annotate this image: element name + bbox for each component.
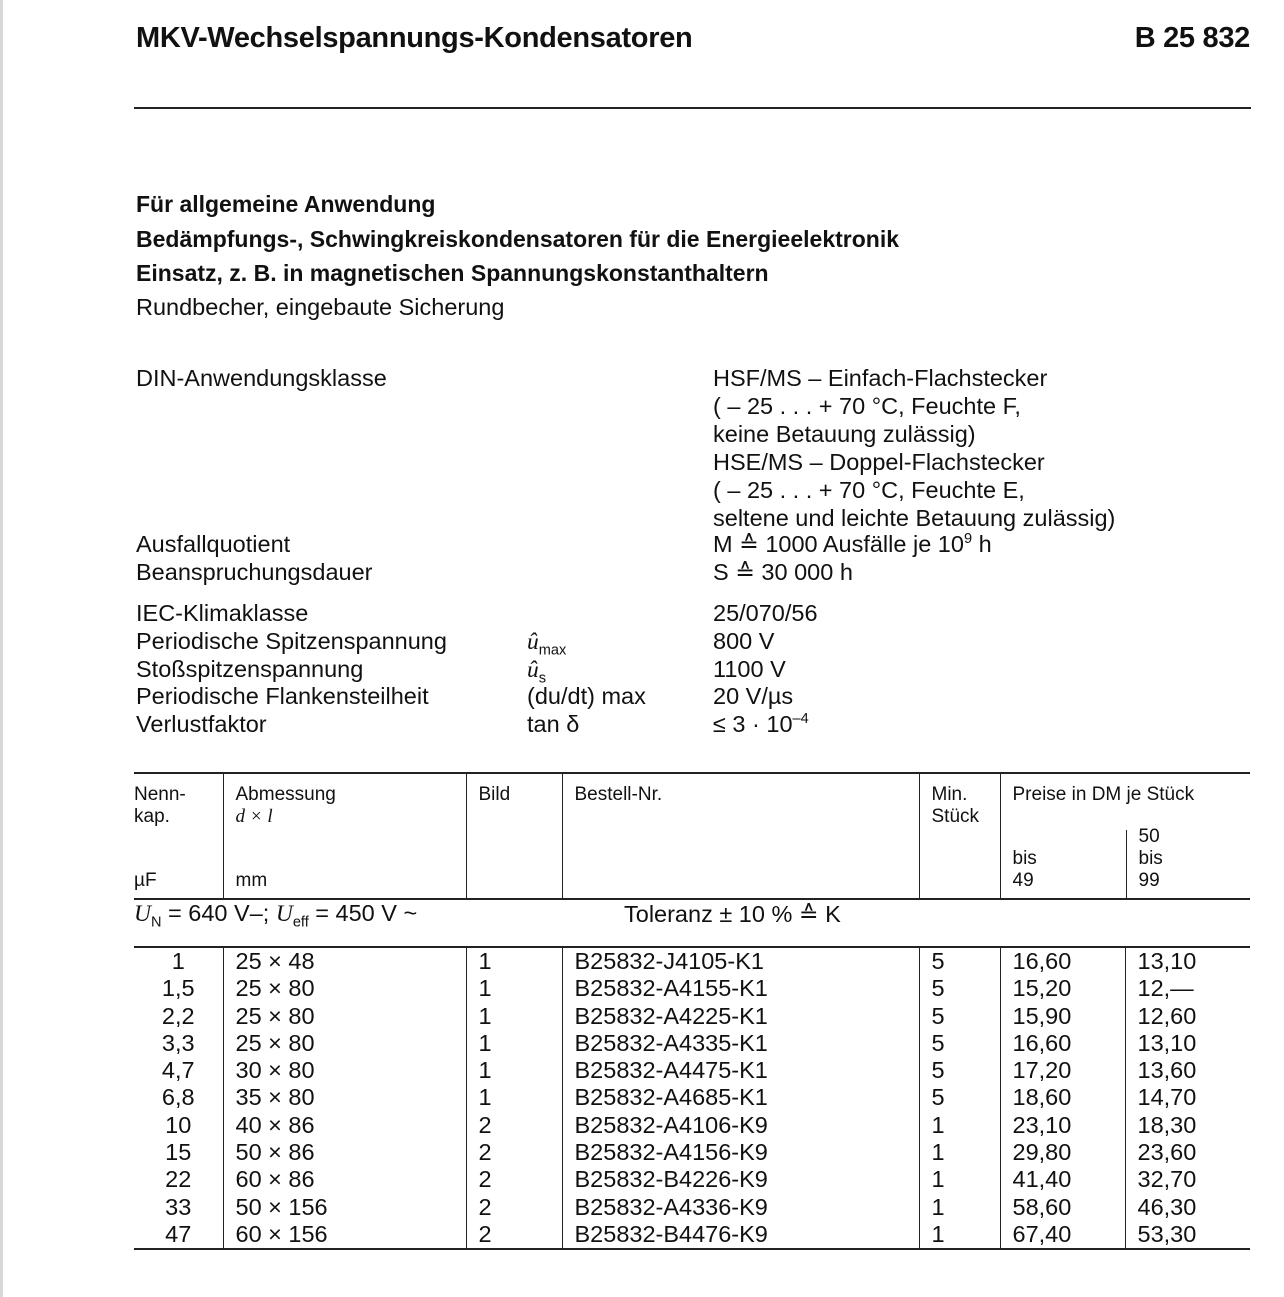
page-edge (0, 0, 3, 1297)
intro-line-4: Rundbecher, eingebaute Sicherung (136, 294, 505, 320)
cell-price-99: 23,60 (1125, 1139, 1250, 1166)
cell-cap: 22 (165, 1166, 192, 1193)
cell-min: 5 (919, 947, 1000, 975)
cell-dim: 60 × 86 (223, 1166, 466, 1193)
cell-cap: 4,7 (161, 1057, 195, 1084)
cell-min: 5 (919, 1030, 1000, 1057)
cell-bild: 2 (466, 1194, 562, 1221)
cell-min: 1 (919, 1139, 1000, 1166)
cell-bestell: B25832-A4685-K1 (562, 1084, 919, 1111)
cell-price-49: 15,90 (1000, 1003, 1125, 1030)
cell-bestell: B25832-A4336-K9 (562, 1194, 919, 1221)
cell-bild: 1 (466, 1084, 562, 1111)
table-row (134, 1139, 1250, 1166)
cell-price-49: 16,60 (1000, 947, 1125, 975)
cell-dim: 30 × 80 (223, 1057, 466, 1084)
cell-price-49: 58,60 (1000, 1194, 1125, 1221)
table-row (134, 1221, 1250, 1249)
surge-label: Stoßspitzenspannung (136, 656, 364, 682)
cell-bild: 1 (466, 1057, 562, 1084)
cell-dim: 25 × 48 (223, 947, 466, 975)
cell-dim: 25 × 80 (223, 1003, 466, 1030)
cell-bestell: B25832-A4155-K1 (562, 975, 919, 1002)
cell-bestell: B25832-J4105-K1 (562, 947, 919, 975)
cell-price-49: 23,10 (1000, 1112, 1125, 1139)
loss-label: Verlustfaktor (136, 711, 267, 737)
cell-bestell: B25832-A4156-K9 (562, 1139, 919, 1166)
cell-cap: 6,8 (161, 1084, 195, 1111)
cell-min: 1 (919, 1166, 1000, 1193)
cell-price-49: 29,80 (1000, 1139, 1125, 1166)
cell-bild: 1 (466, 1030, 562, 1057)
intro-line-1: Für allgemeine Anwendung (136, 191, 436, 217)
cell-min: 5 (919, 1057, 1000, 1084)
cell-bestell: B25832-A4106-K9 (562, 1112, 919, 1139)
cell-price-99: 46,30 (1125, 1194, 1250, 1221)
cell-price-49: 18,60 (1000, 1084, 1125, 1111)
beansp-label: Beanspruchungsdauer (136, 559, 373, 585)
cell-cap: 1 (171, 948, 185, 974)
cell-cap: 3,3 (161, 1029, 195, 1056)
table-row (134, 1057, 1250, 1084)
ausfall-value: M ≙ 1000 Ausfälle je $10^9$ h (713, 531, 992, 557)
din-value-1: HSF/MS – Einfach-Flachstecker (713, 365, 1048, 391)
cell-price-99: 12,— (1125, 975, 1250, 1002)
cell-price-49: 67,40 (1000, 1221, 1125, 1249)
surge-value: 1100 V (713, 656, 786, 682)
cell-cap: 2,2 (161, 1002, 195, 1029)
slope-symbol: (du/dt) max (527, 683, 646, 709)
cell-price-99: 13,60 (1125, 1057, 1250, 1084)
header-nennkap: Nenn- kap. µF (134, 773, 223, 899)
table-row (134, 1003, 1250, 1030)
cell-min: 5 (919, 1084, 1000, 1111)
cell-min: 5 (919, 975, 1000, 1002)
cell-bestell: B25832-A4475-K1 (562, 1057, 919, 1084)
cell-min: 1 (919, 1221, 1000, 1249)
din-value-4: HSE/MS – Doppel-Flachstecker (713, 449, 1045, 475)
table-row (134, 947, 1250, 975)
cell-bestell: B25832-A4335-K1 (562, 1030, 919, 1057)
table-row (134, 1112, 1250, 1139)
cell-bestell: B25832-B4476-K9 (562, 1221, 919, 1249)
cell-price-99: 12,60 (1125, 1003, 1250, 1030)
cell-cap: 1,5 (161, 975, 195, 1002)
table-row (134, 1030, 1250, 1057)
cell-dim: 25 × 80 (223, 1030, 466, 1057)
header-bestell: Bestell-Nr. (562, 773, 919, 899)
cell-price-49: 17,20 (1000, 1057, 1125, 1084)
cell-bild: 1 (466, 947, 562, 975)
iec-label: IEC-Klimaklasse (136, 600, 309, 626)
din-value-3: keine Betauung zulässig) (713, 421, 976, 447)
document-code: B 25 832 (1134, 22, 1250, 54)
header-abmessung: Abmessung d × l mm (223, 773, 466, 899)
cell-cap: 47 (134, 1221, 223, 1249)
group-voltage: $U_N = 640$ V–; $U_{eff} = 450$ V ~ (134, 899, 562, 947)
cell-bild: 2 (466, 1166, 562, 1193)
slope-label: Periodische Flankensteilheit (136, 683, 429, 709)
header-bild: Bild (466, 773, 562, 899)
cell-price-99: 14,70 (1125, 1084, 1250, 1111)
peak-label: Periodische Spitzenspannung (136, 628, 447, 654)
cell-bild: 1 (466, 1003, 562, 1030)
cell-bestell: B25832-B4226-K9 (562, 1166, 919, 1193)
capacitor-table (134, 772, 1250, 1250)
cell-min: 1 (919, 1194, 1000, 1221)
loss-value: ≤ $3 \cdot 10^{-4}$ (713, 711, 809, 737)
beansp-value: S ≙ 30 000 h (713, 559, 853, 585)
cell-price-49: 41,40 (1000, 1166, 1125, 1193)
cell-dim: 50 × 86 (223, 1139, 466, 1166)
intro-line-3: Einsatz, z. B. in magnetischen Spannungskonstanthaltern (136, 260, 769, 286)
cell-price-99: 53,30 (1125, 1221, 1250, 1249)
surge-symbol: $û_s$ (527, 657, 547, 687)
cell-price-99: 13,10 (1125, 1030, 1250, 1057)
cell-bestell: B25832-A4225-K1 (562, 1003, 919, 1030)
din-label: DIN-Anwendungsklasse (136, 365, 387, 391)
cell-price-99: 18,30 (1125, 1112, 1250, 1139)
iec-value: 25/070/56 (713, 600, 818, 626)
cell-dim: 40 × 86 (223, 1112, 466, 1139)
cell-min: 1 (919, 1112, 1000, 1139)
din-values (713, 364, 1115, 532)
intro-line-2: Bedämpfungs-, Schwingkreiskondensatoren für die Energieelektronik (136, 226, 899, 252)
cell-bild: 2 (466, 1221, 562, 1249)
table-body (134, 947, 1250, 1249)
document-title: MKV-Wechselspannungs-Kondensatoren (136, 22, 693, 54)
cell-price-49: 15,20 (1000, 975, 1125, 1002)
peak-value: 800 V (713, 628, 775, 654)
header-rule (134, 107, 1251, 109)
cell-bild: 2 (466, 1112, 562, 1139)
cell-min: 5 (919, 1003, 1000, 1030)
slope-value: 20 V/µs (713, 683, 794, 709)
header-min-stueck: Min. Stück (919, 773, 1000, 899)
group-tolerance: Toleranz ± 10 % ≙ K (562, 899, 1250, 947)
cell-price-99: 13,10 (1125, 947, 1250, 975)
cell-bild: 1 (466, 975, 562, 1002)
table-row (134, 1084, 1250, 1111)
loss-symbol: tan δ (527, 711, 580, 737)
peak-symbol: $û_{max}$ (527, 629, 567, 659)
din-value-5: ( – 25 . . . + 70 °C, Feuchte E, (713, 477, 1025, 503)
cell-dim: 35 × 80 (223, 1084, 466, 1111)
cell-dim: 50 × 156 (223, 1194, 466, 1221)
cell-cap: 10 (165, 1111, 192, 1138)
cell-cap: 15 (165, 1139, 192, 1166)
table-row (134, 1166, 1250, 1193)
price-subdivider: 50 bis 99 (1126, 830, 1237, 898)
din-value-2: ( – 25 . . . + 70 °C, Feuchte F, (713, 393, 1021, 419)
header-preise: Preise in DM je Stück bis 49 50 bis 99 (1000, 773, 1250, 899)
table-header-row (134, 773, 1250, 899)
din-value-6: seltene und leichte Betauung zulässig) (713, 505, 1116, 531)
cell-price-49: 16,60 (1000, 1030, 1125, 1057)
cell-cap: 33 (165, 1193, 192, 1220)
cell-dim: 25 × 80 (223, 975, 466, 1002)
table-row (134, 1194, 1250, 1221)
cell-dim: 60 × 156 (223, 1221, 466, 1249)
group-row (134, 899, 1250, 947)
cell-bild: 2 (466, 1139, 562, 1166)
ausfall-label: Ausfallquotient (136, 531, 291, 557)
table-row (134, 975, 1250, 1002)
cell-price-99: 32,70 (1125, 1166, 1250, 1193)
